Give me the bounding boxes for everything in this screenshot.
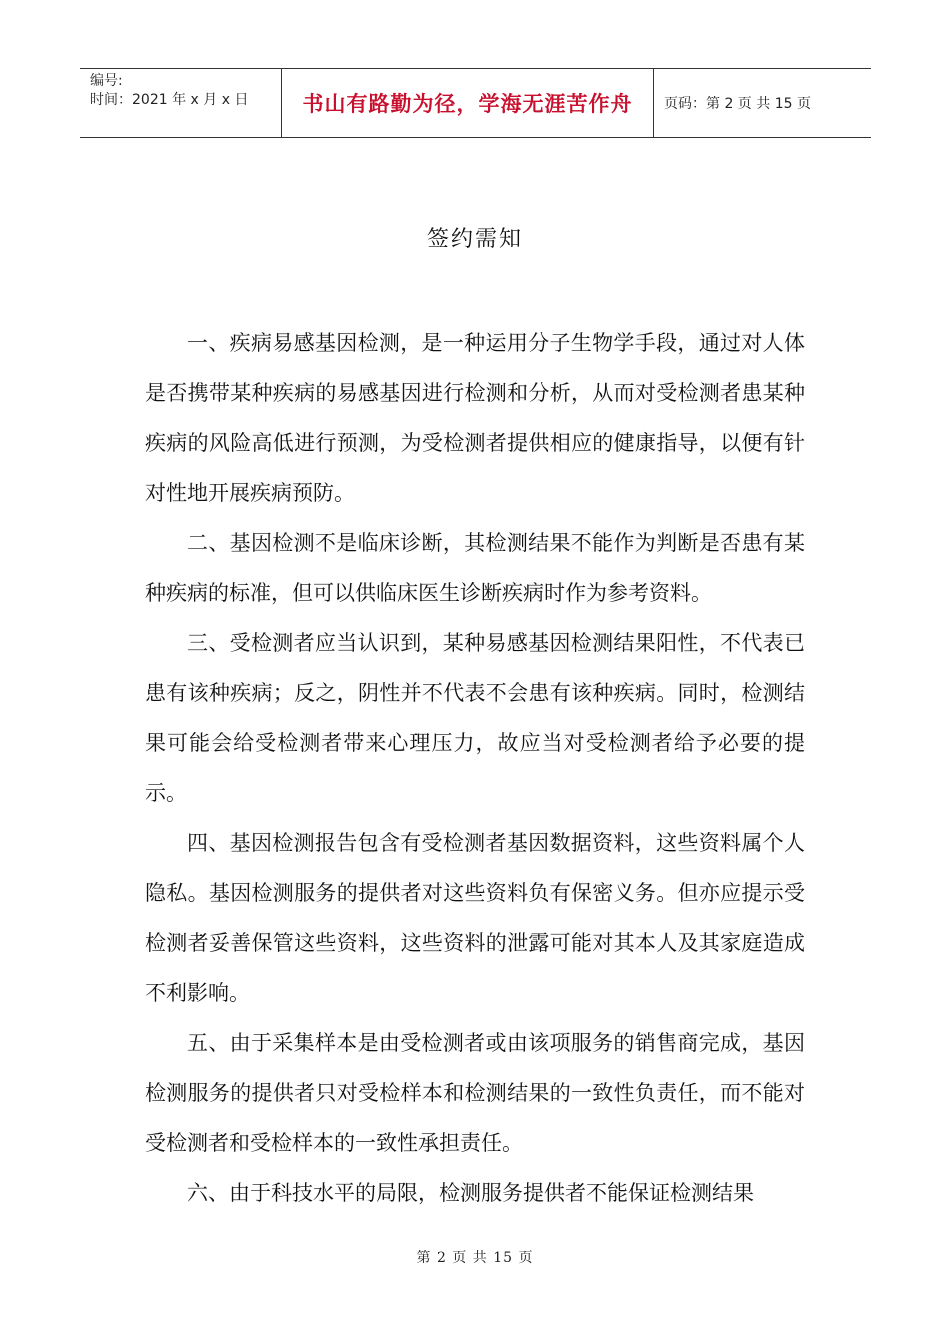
header-table [80, 68, 871, 138]
paragraph-3: 三、受检测者应当认识到，某种易感基因检测结果阳性，不代表已患有该种疾病；反之，阴性并不代表不会患有该种疾病。同时，检测结果可能会给受检测者带来心理压力，故应当对受检测者给予必要的提示。 [145, 631, 805, 805]
paragraph-5: 五、由于采集样本是由受检测者或由该项服务的销售商完成，基因检测服务的提供者只对受检样本和检测结果的一致性负责任，而不能对受检测者和受检样本的一致性承担责任。 [145, 1031, 805, 1155]
paragraph-2: 二、基因检测不是临床诊断，其检测结果不能作为判断是否患有某种疾病的标准，但可以供临床医生诊断疾病时作为参考资料。 [145, 531, 805, 605]
paragraph-1: 一、疾病易感基因检测，是一种运用分子生物学手段，通过对人体是否携带某种疾病的易感基因进行检测和分析，从而对受检测者患某种疾病的风险高低进行预测，为受检测者提供相应的健康指导，以便有针对性地开展疾病预防。 [145, 331, 805, 505]
header-meta [80, 69, 282, 137]
page-footer: 第 2 页 共 15 页 [416, 1250, 534, 1266]
paragraph-6: 六、由于科技水平的局限，检测服务提供者不能保证检测结果 [187, 1181, 754, 1205]
document-title: 签约需知 [426, 227, 523, 252]
document-date: 时间：2021 年 x 月 x 日 [90, 92, 249, 108]
paragraph-4: 四、基因检测报告包含有受检测者基因数据资料，这些资料属个人隐私。基因检测服务的提供者对这些资料负有保密义务。但亦应提示受检测者妥善保管这些资料，这些资料的泄露可能对其本人及其家庭造成不利影响。 [145, 831, 805, 1005]
document-number-label: 编号: [90, 73, 123, 89]
header-page-info: 页码：第 2 页 共 15 页 [664, 96, 811, 112]
header-motto: 书山有路勤为径，学海无涯苦作舟 [282, 69, 654, 137]
document-body [145, 318, 805, 1218]
